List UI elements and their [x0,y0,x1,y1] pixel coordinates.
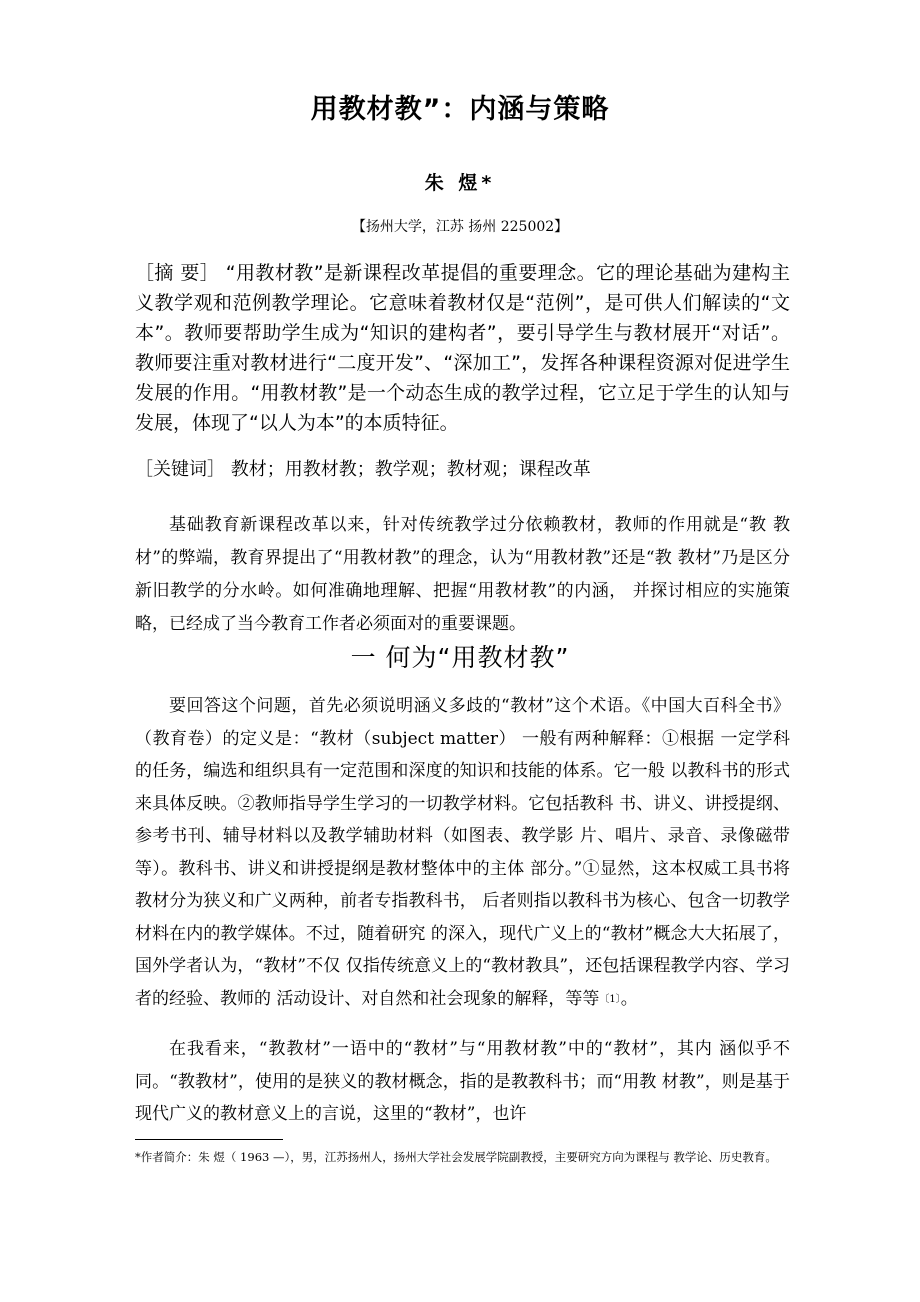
footnote-rule [135,1139,283,1140]
section-heading: 一 何为“用教材教” [350,643,570,672]
body-paragraph-1-end: 。 [620,988,638,1009]
body-paragraph-1 [135,690,790,1016]
abstract: ［摘 要］ “用教材教”是新课程改革提倡的重要理念。它的理论基础为建构主 义教学观和范例教学理论。它意味着教材仅是“范例”，是可供人们解读的“文 本”。教师要帮助学生成为“知识的建构者”，要引导学生与教材展开“对话”。 教师要注重对教材进行“二度开发”、“深加工”，发挥各种课程资源对促进学生 发展的作用。“用教材教”是一个动态生成的教学过程，它立足于学生的认知与 发展，体现了“以人为本”的本质特征。 [135,262,790,434]
body-paragraph-1-text: 要回答这个问题，首先必须说明涵义多歧的“教材”这个术语。《中国大百科全书》（教育卷）的定义是：“教材（subject matter） 一般有两种解释：①根据 一定学科的任务，编选和组织具有一定范围和深度的知识和技能的体系。它一般 以教科书的形式来具体反映。②教师指导学生学习的一切教学材料。它包括教科 书、讲义、讲授提纲、参考书刊、辅导材料以及教学辅助材料（如图表、教学影 片、唱片、录音、录像磁带等）。教科书、讲义和讲授提纲是教材整体中的主体 部分。”①显然，这本权威工具书将教材分为狭义和广义两种，前者专指教科书， 后者则指以教科书为核心、包含一切教学材料在内的教学媒体。不过，随着研究 的深入，现代广义上的“教材”概念大大拓展了，国外学者认为，“教材”不仅 仅指传统意义上的“教材教具”，还包括课程教学内容、学习者的经验、教师的 活动设计、对自然和社会现象的解释，等等 [135,696,790,1009]
author-name: 朱 煜* [424,172,496,194]
body-paragraph-2: 在我看来，“教教材”一语中的“教材”与“用教材教”中的“教材”，其内 涵似乎不同。“教教材”，使用的是狭义的教材概念，指的是教教科书；而“用教 材教”，则是基于现代广义的教材意义上的言说，这里的“教材”，也许 [135,1039,790,1124]
paper-title: 用教材教”：内涵与策略 [310,94,610,125]
intro-paragraph: 基础教育新课程改革以来，针对传统教学过分依赖教材，教师的作用就是“教 教材”的弊端，教育界提出了“用教材教”的理念，认为“用教材教”还是“教 教材”乃是区分新旧教学的分水岭。如何准确地理解、把握“用教材教”的内涵， 并探讨相应的实施策略，已经成了当今教育工作者必须面对的重要课题。 [135,515,790,634]
keywords: ［关键词］ 教材；用教材教；教学观；教材观；课程改革 [135,459,591,480]
affiliation: 【扬州大学，江苏 扬州 225002】 [351,219,569,235]
citation-ref: 〔1〕 [599,993,621,1005]
footnote: *作者简介：朱 煜（ 1963 —），男，江苏扬州人，扬州大学社会发展学院副教授，主要研究方向为课程与 教学论、历史教育。 [135,1150,777,1164]
